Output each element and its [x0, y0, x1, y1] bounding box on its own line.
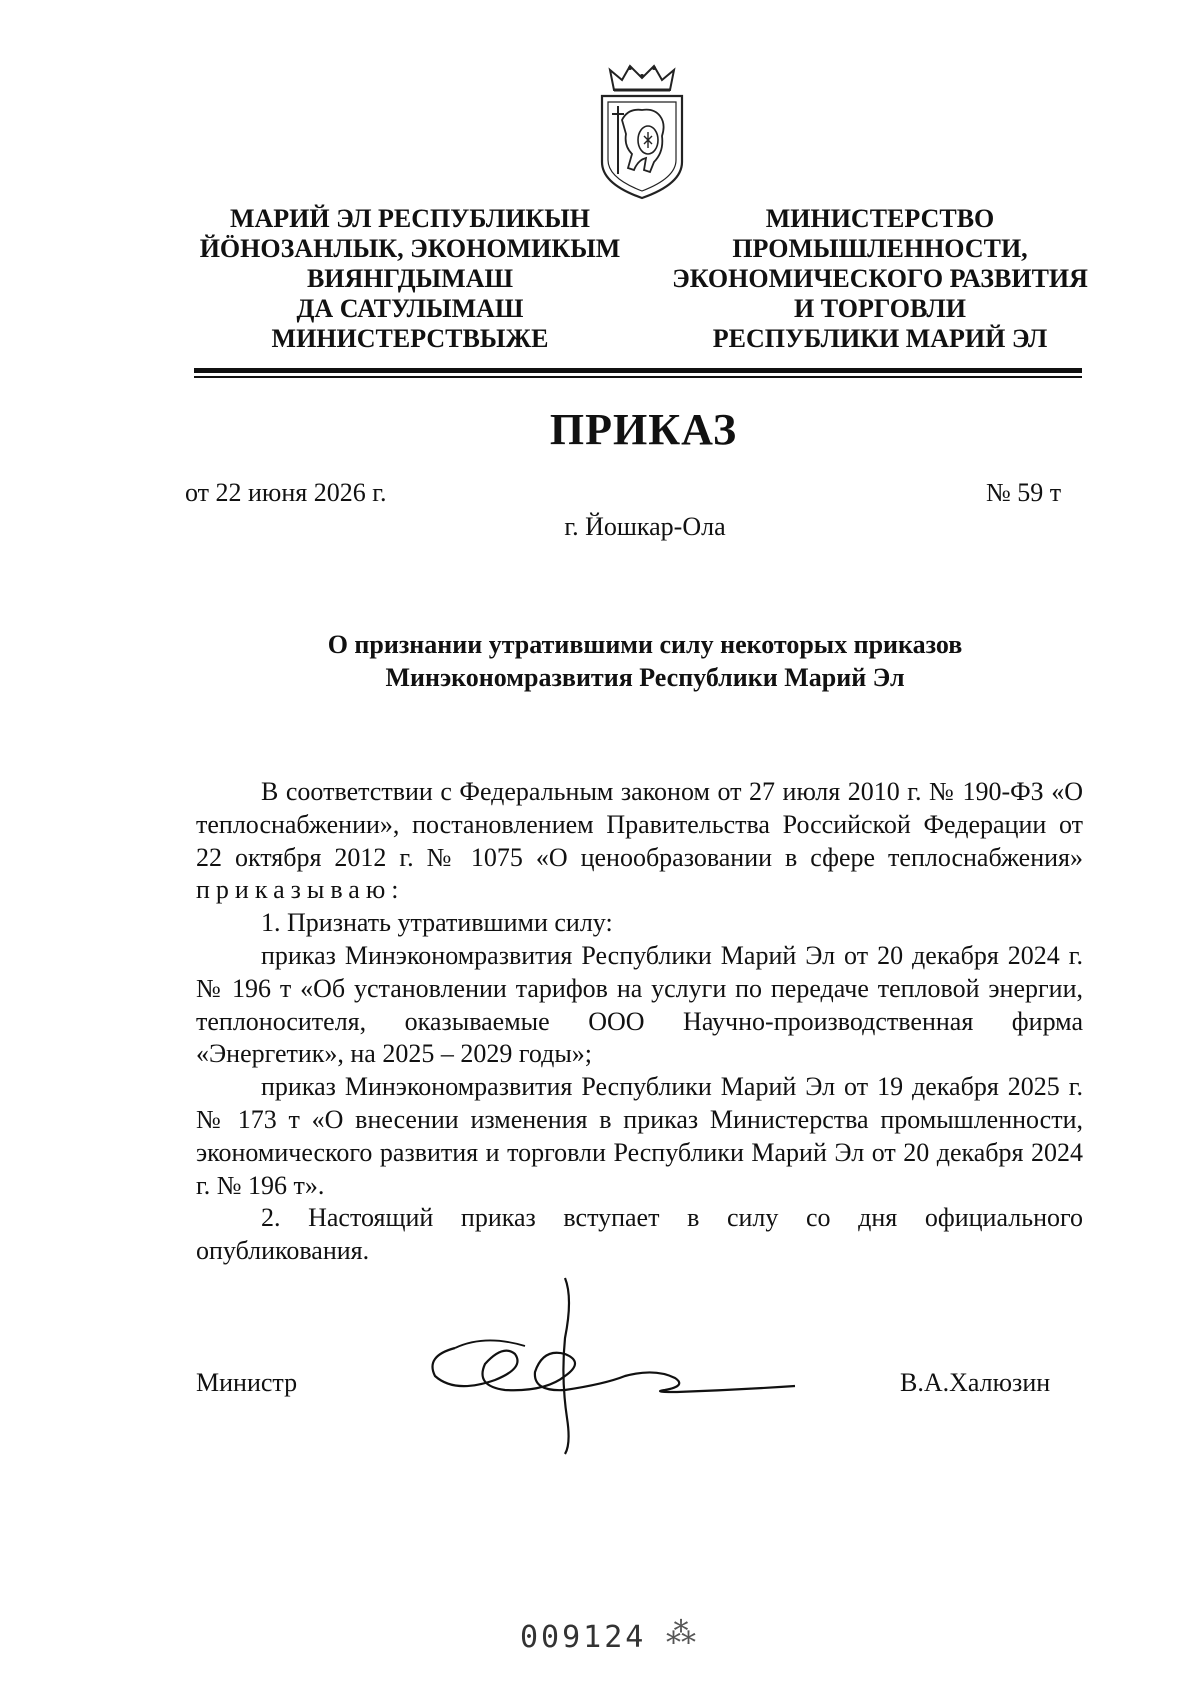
handwritten-signature-icon	[415, 1268, 845, 1458]
document-subject	[0, 628, 1200, 694]
signer-name: В.А.Халюзин	[900, 1368, 1051, 1397]
ministry-name-russian	[660, 204, 1100, 354]
document-number: № 59 т	[986, 478, 1062, 507]
header-right-line-4: И ТОРГОВЛИ	[794, 294, 966, 323]
signer-position: Министр	[196, 1368, 298, 1397]
document-date: от 22 июня 2026 г.	[185, 478, 387, 507]
document-title: ПРИКАЗ	[549, 405, 738, 454]
header-left-line-1: МАРИЙ ЭЛ РЕСПУБЛИКЫН	[229, 204, 591, 233]
document-body	[196, 776, 1083, 1268]
preamble-text: В соответствии с Федеральным законом от 27 июля 2010 г. № 190-ФЗ «О теплоснабжении», постановлением Правительства Российской Федерации от 22 октября 2012 г. № 1075 «О ценообразовании в сфере теплоснабжения»	[196, 777, 1083, 872]
header-left-line-2: ЙӦНОЗАНЛЫК, ЭКОНОМИКЫМ	[199, 234, 621, 263]
header-left-line-5: МИНИСТЕРСТВЫЖЕ	[271, 324, 549, 353]
form-serial-number: 009124	[520, 1620, 647, 1655]
body-paragraph-4: приказ Минэкономразвития Республики Марий Эл от 19 декабря 2025 г. № 173 т «О внесении изменения в приказ Министерства промышленности, экономического развития и торговли Республики Марий Эл от 20 декабря 2024 г. № 196 т».	[196, 1072, 1083, 1200]
header-left-line-3: ВИЯНГДЫМАШ	[306, 264, 514, 293]
header-rule-thick	[194, 368, 1082, 373]
security-mark: ⁂	[666, 1617, 696, 1650]
body-paragraph-1	[196, 776, 1083, 907]
header-left-line-4: ДА САТУЛЫМАШ	[296, 294, 524, 323]
ministry-name-mari	[190, 204, 630, 354]
subject-line-2: Минэкономразвития Республики Марий Эл	[385, 663, 905, 692]
coat-of-arms-icon	[592, 62, 692, 202]
body-paragraph-2: 1. Признать утратившими силу:	[261, 908, 613, 938]
order-word: приказываю:	[196, 875, 405, 905]
header-right-line-1: МИНИСТЕРСТВО	[765, 204, 995, 233]
document-city: г. Йошкар-Ола	[564, 512, 726, 541]
body-paragraph-3: приказ Минэкономразвития Республики Марий Эл от 20 декабря 2024 г. № 196 т «Об установлении тарифов на услуги по передаче тепловой энергии, теплоносителя, оказываемые ООО Научно-производственная фирма «Энергетик», на 2025 – 2029 годы»;	[196, 940, 1083, 1069]
header-rule-thin	[194, 376, 1082, 378]
body-paragraph-5: 2. Настоящий приказ вступает в силу со дня официального опубликования.	[196, 1203, 1083, 1266]
subject-line-1: О признании утратившими силу некоторых приказов	[327, 630, 963, 659]
header-right-line-3: ЭКОНОМИЧЕСКОГО РАЗВИТИЯ	[672, 264, 1088, 293]
header-right-line-2: ПРОМЫШЛЕННОСТИ,	[732, 234, 1028, 263]
header-right-line-5: РЕСПУБЛИКИ МАРИЙ ЭЛ	[712, 324, 1048, 353]
